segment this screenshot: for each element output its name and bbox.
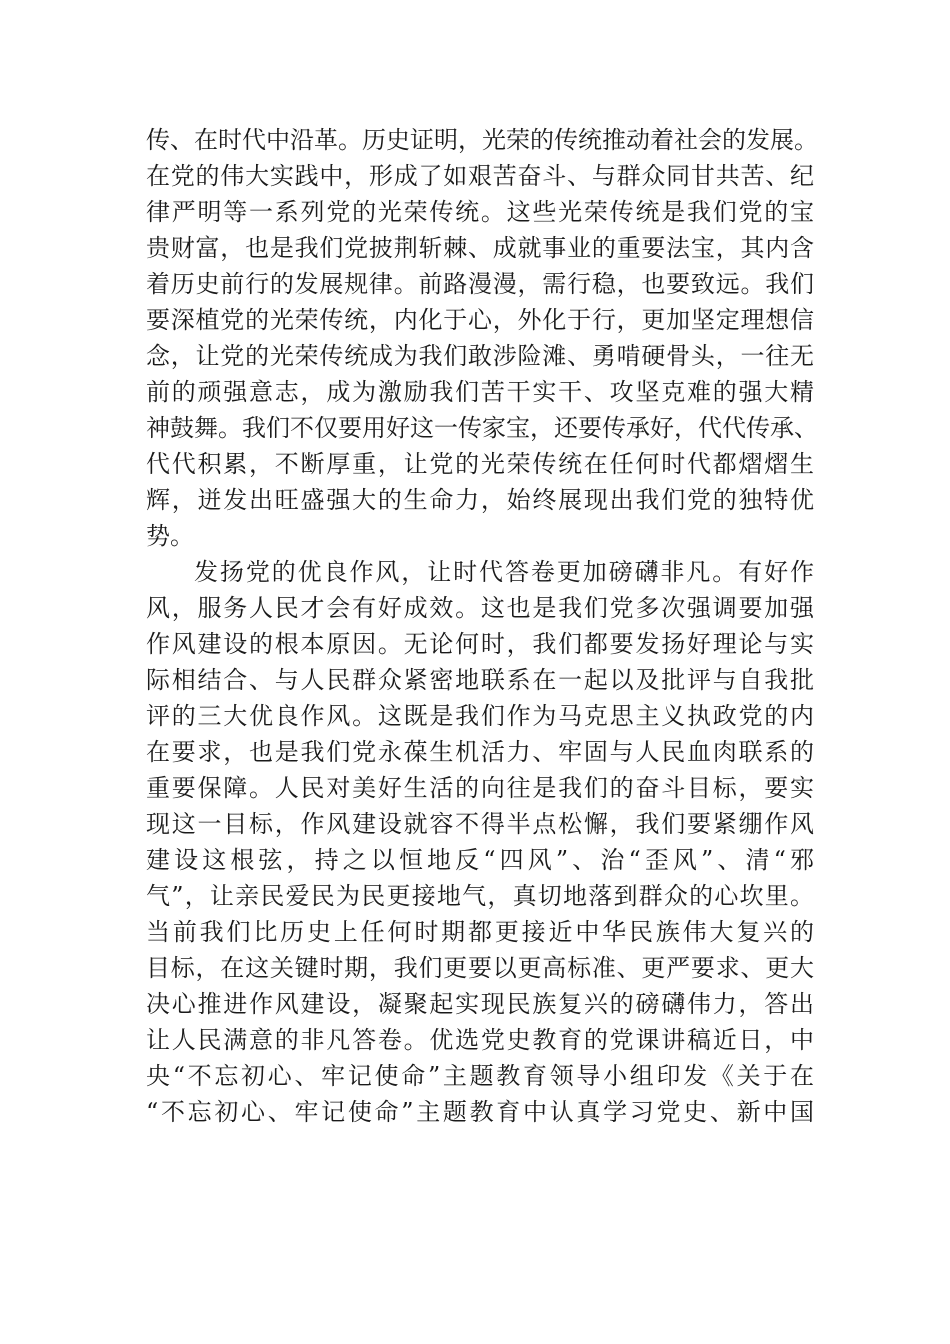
text-line: 在要求，也是我们党永葆生机活力、牢固与人民血肉联系的: [146, 738, 814, 766]
text-line: 评的三大优良作风。这既是我们作为马克思主义执政党的内: [146, 702, 814, 730]
text-line: 际相结合、与人民群众紧密地联系在一起以及批评与自我批: [146, 666, 814, 694]
text-line: 气”，让亲民爱民为民更接地气，真切地落到群众的心坎里。: [146, 882, 814, 910]
text-line: 贵财富，也是我们党披荆斩棘、成就事业的重要法宝，其内含: [146, 234, 814, 262]
text-line: 代代积累，不断厚重，让党的光荣传统在任何时代都熠熠生: [146, 450, 814, 478]
text-line: 势。: [146, 522, 194, 550]
text-line: 当前我们比历史上任何时期都更接近中华民族伟大复兴的: [146, 918, 814, 946]
text-line: 要深植党的光荣传统，内化于心，外化于行，更加坚定理想信: [146, 306, 814, 334]
text-line: 神鼓舞。我们不仅要用好这一传家宝，还要传承好，代代传承、: [146, 414, 818, 442]
text-line: 传、在时代中沿革。历史证明，光荣的传统推动着社会的发展。: [146, 126, 818, 154]
text-line: 律严明等一系列党的光荣传统。这些光荣传统是我们党的宝: [146, 198, 814, 226]
text-line: 前的顽强意志，成为激励我们苦干实干、攻坚克难的强大精: [146, 378, 814, 406]
text-line: 念，让党的光荣传统成为我们敢涉险滩、勇啃硬骨头，一往无: [146, 342, 814, 370]
text-line: 辉，迸发出旺盛强大的生命力，始终展现出我们党的独特优: [146, 486, 814, 514]
text-line: 现这一目标，作风建设就容不得半点松懈，我们要紧绷作风: [146, 810, 814, 838]
text-line: “不忘初心、牢记使命”主题教育中认真学习党史、新中国: [146, 1098, 814, 1126]
text-line: 风，服务人民才会有好成效。这也是我们党多次强调要加强: [146, 594, 814, 622]
text-line: 着历史前行的发展规律。前路漫漫，需行稳，也要致远。我们: [146, 270, 814, 298]
text-line: 让人民满意的非凡答卷。优选党史教育的党课讲稿近日，中: [146, 1026, 814, 1054]
text-line: 作风建设的根本原因。无论何时，我们都要发扬好理论与实: [146, 630, 814, 658]
text-line: 建设这根弦，持之以恒地反“四风”、治“歪风”、清“邪: [146, 846, 814, 874]
text-line: 目标，在这关键时期，我们更要以更高标准、更严要求、更大: [146, 954, 814, 982]
text-line: 央“不忘初心、牢记使命”主题教育领导小组印发《关于在: [146, 1062, 814, 1090]
text-line: 在党的伟大实践中，形成了如艰苦奋斗、与群众同甘共苦、纪: [146, 162, 814, 190]
body-text: [146, 122, 818, 1130]
text-line: 发扬党的优良作风，让时代答卷更加磅礴非凡。有好作: [194, 558, 814, 586]
text-line: 重要保障。人民对美好生活的向往是我们的奋斗目标，要实: [146, 774, 814, 802]
text-line: 决心推进作风建设，凝聚起实现民族复兴的磅礴伟力，答出: [146, 990, 814, 1018]
